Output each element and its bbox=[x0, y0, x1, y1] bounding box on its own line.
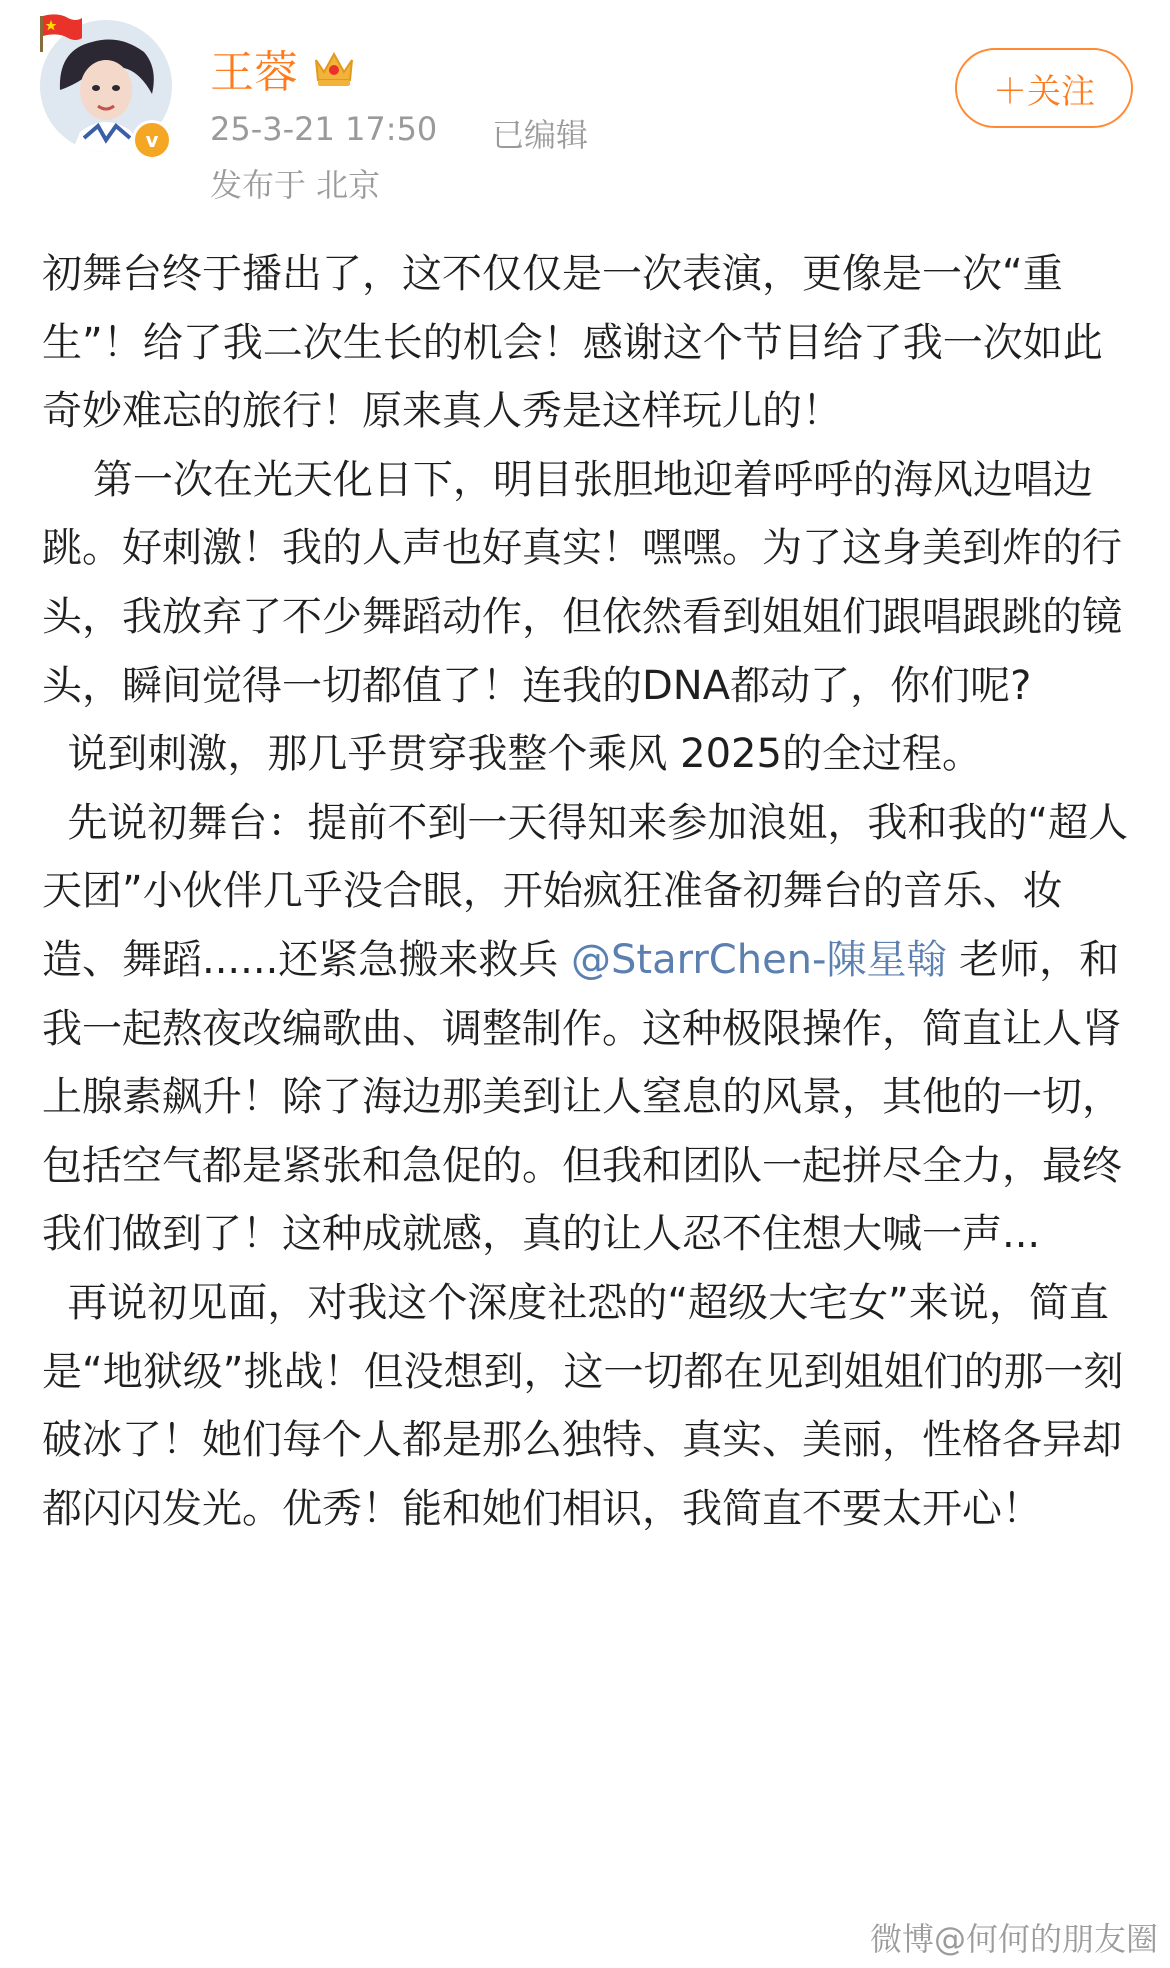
edited-badge[interactable]: 已编辑 bbox=[492, 116, 589, 154]
post-paragraph-4 bbox=[42, 789, 1132, 1269]
post-paragraph-2: 第一次在光天化日下，明目张胆地迎着呼呼的海风边唱边跳。好刺激！我的人声也好真实！嘿嘿。为了这身美到炸的行头，我放弃了不少舞蹈动作，但依然看到姐姐们跟唱跟跳的镜头，瞬间觉得一切都值了！连我的DNA都动了，你们呢? bbox=[42, 456, 1122, 709]
post-body bbox=[42, 240, 1132, 1543]
paragraph-4-text-a: 先说初舞台：提前不到一天得知来参加浪姐，我和我的“超人天团”小伙伴几乎没合眼，开始疯狂准备初舞台的音乐、妆造、舞蹈......还紧急搬来救兵 bbox=[42, 799, 1129, 983]
post-paragraph-5: 再说初见面，对我这个深度社恐的“超级大宅女”来说，简直是“地狱级”挑战！但没想到，这一切都在见到姐姐们的那一刻破冰了！她们每个人都是那么独特、真实、美丽，性格各异却都闪闪发光。优秀！能和她们相识，我简直不要太开心！ bbox=[42, 1279, 1124, 1532]
watermark: 微博@何何的朋友圈 bbox=[869, 1920, 1158, 1958]
username[interactable]: 王蓉 bbox=[210, 47, 298, 98]
verified-icon: v bbox=[132, 120, 172, 160]
follow-button[interactable]: ＋关注 bbox=[955, 48, 1133, 128]
post-header bbox=[0, 0, 1170, 230]
post-location: 发布于 北京 bbox=[210, 166, 381, 204]
mention-link[interactable]: @StarrChen-陳星翰 bbox=[571, 936, 947, 983]
crown-icon[interactable] bbox=[312, 46, 356, 88]
paragraph-4-text-b: 老师，和我一起熬夜改编歌曲、调整制作。这种极限操作，简直让人肾上腺素飙升！除了海边那美到让人窒息的风景，其他的一切，包括空气都是紧张和急促的。但我和团队一起拼尽全力，最终我们做到了！这种成就感，真的让人忍不住想大喊一声... bbox=[42, 936, 1122, 1258]
post-timestamp: 25-3-21 17:50 bbox=[210, 110, 438, 148]
flag-icon bbox=[38, 12, 84, 52]
post-paragraph-1: 初舞台终于播出了，这不仅仅是一次表演，更像是一次“重生”！给了我二次生长的机会！感谢这个节目给了我一次如此奇妙难忘的旅行！原来真人秀是这样玩儿的！ bbox=[42, 251, 1103, 435]
post-paragraph-3: 说到刺激，那几乎贯穿我整个乘风 2025的全过程。 bbox=[42, 731, 982, 778]
